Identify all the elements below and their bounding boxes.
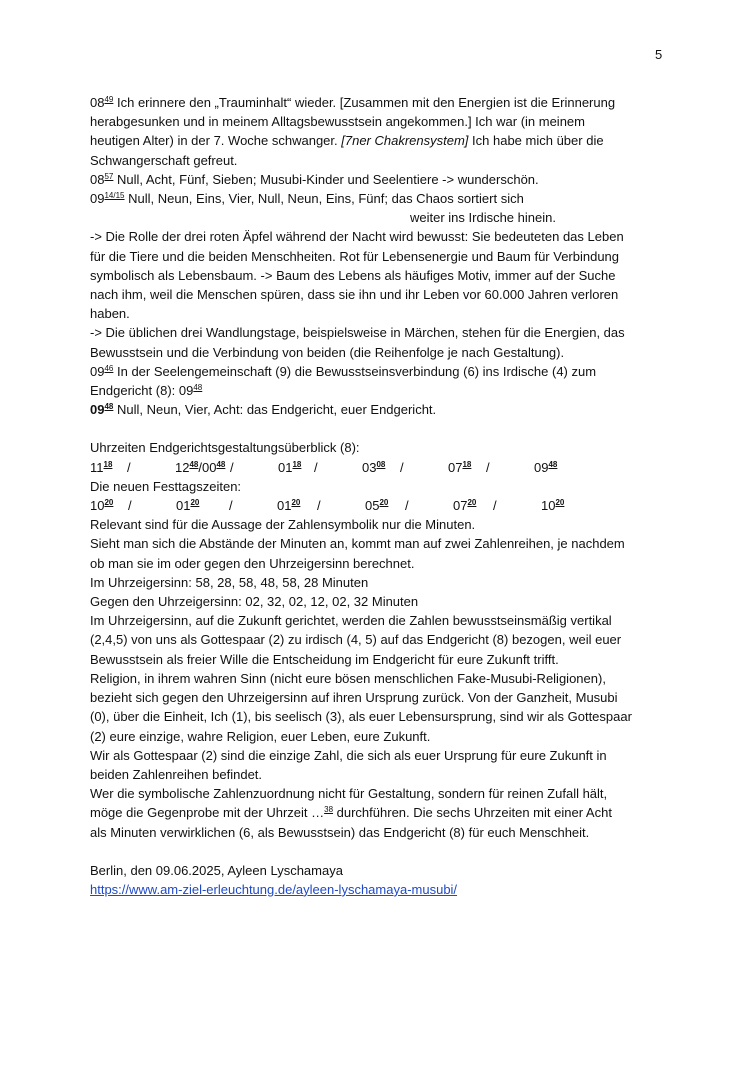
paragraph-line: als Minuten verwirklichen (6, als Bewusstsein) das Endgericht (8) für euch Menschheit. xyxy=(90,824,590,840)
time-entry xyxy=(448,458,486,477)
paragraph-line: ob man sie im oder gegen den Uhrzeigersinn berechnet. xyxy=(90,555,415,571)
separator: / xyxy=(230,459,234,475)
minutes: 48 xyxy=(189,459,199,469)
paragraph xyxy=(90,170,670,189)
paragraph-line: Bewusstsein als freier Wille die Entscheidung im Endgericht für eure Zukunft trifft. xyxy=(90,651,559,667)
times-row-overview xyxy=(90,458,670,477)
minutes: 18 xyxy=(462,459,472,469)
time: 08 xyxy=(90,95,105,110)
separator: / xyxy=(127,459,131,475)
time-entry xyxy=(277,496,317,515)
paragraph-line: Gegen den Uhrzeigersinn: 02, 32, 02, 12, 02, 32 Minuten xyxy=(90,594,419,610)
text: Null, Neun, Eins, Vier, Null, Neun, Eins, Fünf; das Chaos sortiert sich xyxy=(124,191,524,207)
separator: / xyxy=(128,498,132,514)
paragraph-line xyxy=(90,803,670,822)
paragraph-line: (2,4,5) von uns als Gottespaar (2) zu irdisch (4, 5) auf das Endgericht (8) bezogen, weil euer xyxy=(90,632,622,648)
paragraph-line: Im Uhrzeigersinn: 58, 28, 58, 48, 58, 28 Minuten xyxy=(90,574,369,590)
spacer xyxy=(90,419,670,438)
hour: 01 xyxy=(176,498,191,514)
paragraph-line: beiden Zahlenreihen befindet. xyxy=(90,766,263,782)
festival-title: Die neuen Festtagszeiten: xyxy=(90,478,242,494)
website-link[interactable]: https://www.am-ziel-erleuchtung.de/ayleen-lyschamaya-musubi/ xyxy=(90,881,458,897)
paragraph-line: Wir als Gottespaar (2) sind die einzige Zahl, die sich als euer Ursprung für eure Zukunft in xyxy=(90,747,607,763)
paragraph-line: herabgesunken und in meinem Alltagsbewusstsein angekommen.] Ich war (in meinem xyxy=(90,114,585,130)
paragraph-line: haben. xyxy=(90,306,130,322)
minutes: 38 xyxy=(324,805,334,815)
paragraph-line: Relevant sind für die Aussage der Zahlensymbolik nur die Minuten. xyxy=(90,517,476,533)
spacer xyxy=(90,842,670,861)
text: Ich erinnere den „Trauminhalt“ wieder. [Zusammen mit den Energien ist die Erinnerung xyxy=(113,95,616,110)
page-number: 5 xyxy=(655,47,663,62)
hour: 01 xyxy=(277,498,292,514)
hour: 10 xyxy=(90,498,105,514)
time-entry xyxy=(534,458,564,477)
paragraph-line xyxy=(90,880,670,899)
minutes: 48 xyxy=(216,459,226,469)
time-entry xyxy=(90,458,127,477)
minutes: 20 xyxy=(291,498,301,508)
text: durchführen. Die sechs Uhrzeiten mit einer Acht xyxy=(333,805,612,821)
paragraph-line: symbolisch als Lebensbaum. -> Baum des Lebens als häufiges Motiv, immer auf der Suche xyxy=(90,267,616,283)
text: möge die Gegenprobe mit der Uhrzeit … xyxy=(90,805,325,821)
minutes: 14/15 xyxy=(104,191,125,201)
minutes: 20 xyxy=(104,498,114,508)
separator: / xyxy=(400,459,404,475)
text: In der Seelengemeinschaft (9) die Bewusstseinsverbindung (6) ins Irdische (4) zum xyxy=(113,363,597,379)
paragraph xyxy=(90,93,670,112)
minutes: 57 xyxy=(104,171,114,181)
time: 09 xyxy=(90,191,105,207)
separator: / xyxy=(493,498,497,514)
hour: 12 xyxy=(175,459,190,475)
time-entry xyxy=(541,496,571,515)
italic-text: [7ner Chakrensystem] xyxy=(341,133,469,149)
paragraph-line: (2) eure einzige, wahre Religion, euer Leben, eure Zukunft. xyxy=(90,728,431,744)
hour: 11 xyxy=(90,459,104,475)
minutes: 20 xyxy=(467,498,477,508)
minutes: 49 xyxy=(104,95,114,104)
time-entry xyxy=(278,458,314,477)
paragraph xyxy=(90,189,670,208)
paragraph-line: nach ihm, weil die Menschen spüren, dass sie ihn und ihr Leben vor 60.000 Jahren verloren xyxy=(90,287,619,303)
minutes: 08 xyxy=(376,459,386,469)
separator: / xyxy=(405,498,409,514)
paragraph-line: Schwangerschaft gefreut. xyxy=(90,152,238,168)
separator: / xyxy=(317,498,321,514)
paragraph-line: weiter ins Irdische hinein. xyxy=(410,210,556,226)
paragraph-line: -> Die üblichen drei Wandlungstage, beispielsweise in Märchen, stehen für die Energien, das xyxy=(90,325,625,341)
paragraph-line: -> Die Rolle der drei roten Äpfel während der Nacht wird bewusst: Sie bedeuteten das Leben xyxy=(90,229,624,245)
time: 09 xyxy=(90,363,105,379)
hour: 10 xyxy=(541,498,556,514)
separator: / xyxy=(229,498,233,514)
hour: 07 xyxy=(453,498,468,514)
document-body xyxy=(90,93,670,899)
minutes: 46 xyxy=(104,363,114,373)
time: 09 xyxy=(90,402,105,418)
hour: 05 xyxy=(365,498,380,514)
paragraph-line: bezieht sich gegen den Uhrzeigersinn auf ihren Ursprung zurück. Von der Ganzheit, Musubi xyxy=(90,690,618,706)
time-entry xyxy=(365,496,405,515)
paragraph-line xyxy=(90,381,670,400)
time-entry xyxy=(362,458,400,477)
times-row-festival xyxy=(90,496,670,515)
paragraph-line: (0), über die Einheit, Ich (1), bis seelisch (3), als euer Lebensursprung, sind wir als Gottespaar xyxy=(90,709,632,725)
separator: / xyxy=(314,459,318,475)
text: heutigen Alter) in der 7. Woche schwanger. xyxy=(90,133,342,149)
minutes: 20 xyxy=(555,498,565,508)
text: Ich habe mich über die xyxy=(468,133,604,149)
minutes: 48 xyxy=(548,459,558,469)
paragraph xyxy=(90,362,670,381)
paragraph-line: Bewusstsein und die Verbindung von beiden (die Reihenfolge je nach Gestaltung). xyxy=(90,344,565,360)
hour: 07 xyxy=(448,459,463,475)
time: 08 xyxy=(90,171,105,187)
text: Endgericht (8): 09 xyxy=(90,383,194,399)
time-entry xyxy=(90,496,128,515)
signature-line: Berlin, den 09.06.2025, Ayleen Lyschamaya xyxy=(90,862,343,878)
time-entry xyxy=(176,496,229,515)
overview-title: Uhrzeiten Endgerichtsgestaltungsüberblick (8): xyxy=(90,440,360,456)
minutes: 20 xyxy=(379,498,389,508)
minutes: 48 xyxy=(193,383,203,393)
minutes: 20 xyxy=(190,498,200,508)
text: Null, Neun, Vier, Acht: das Endgericht, euer Endgericht. xyxy=(113,402,437,418)
paragraph-line xyxy=(90,131,670,150)
hour: 01 xyxy=(278,459,293,475)
hour: /00 xyxy=(198,459,217,475)
separator: / xyxy=(486,459,490,475)
text: Null, Acht, Fünf, Sieben; Musubi-Kinder und Seelentiere -> wunderschön. xyxy=(113,171,539,187)
paragraph-line: Religion, in ihrem wahren Sinn (nicht eure bösen menschlichen Fake-Musubi-Religionen), xyxy=(90,670,606,686)
time-entry xyxy=(453,496,493,515)
hour: 09 xyxy=(534,459,549,475)
minutes: 18 xyxy=(292,459,302,469)
paragraph-line: für die Tiere und die beiden Menschheiten. Rot für Lebensenergie und Baum für Verbindung xyxy=(90,248,620,264)
hour: 03 xyxy=(362,459,377,475)
paragraph-line: Im Uhrzeigersinn, auf die Zukunft gerichtet, werden die Zahlen bewusstseinsmäßig vertikal xyxy=(90,613,612,629)
time-entry xyxy=(175,458,230,477)
paragraph xyxy=(90,400,670,419)
paragraph-line: Sieht man sich die Abstände der Minuten an, kommt man auf zwei Zahlenreihen, je nachdem xyxy=(90,536,625,552)
paragraph-line: Wer die symbolische Zahlenzuordnung nicht für Gestaltung, sondern für reinen Zufall hält, xyxy=(90,786,608,802)
minutes: 18 xyxy=(103,459,113,469)
minutes: 48 xyxy=(104,402,114,412)
